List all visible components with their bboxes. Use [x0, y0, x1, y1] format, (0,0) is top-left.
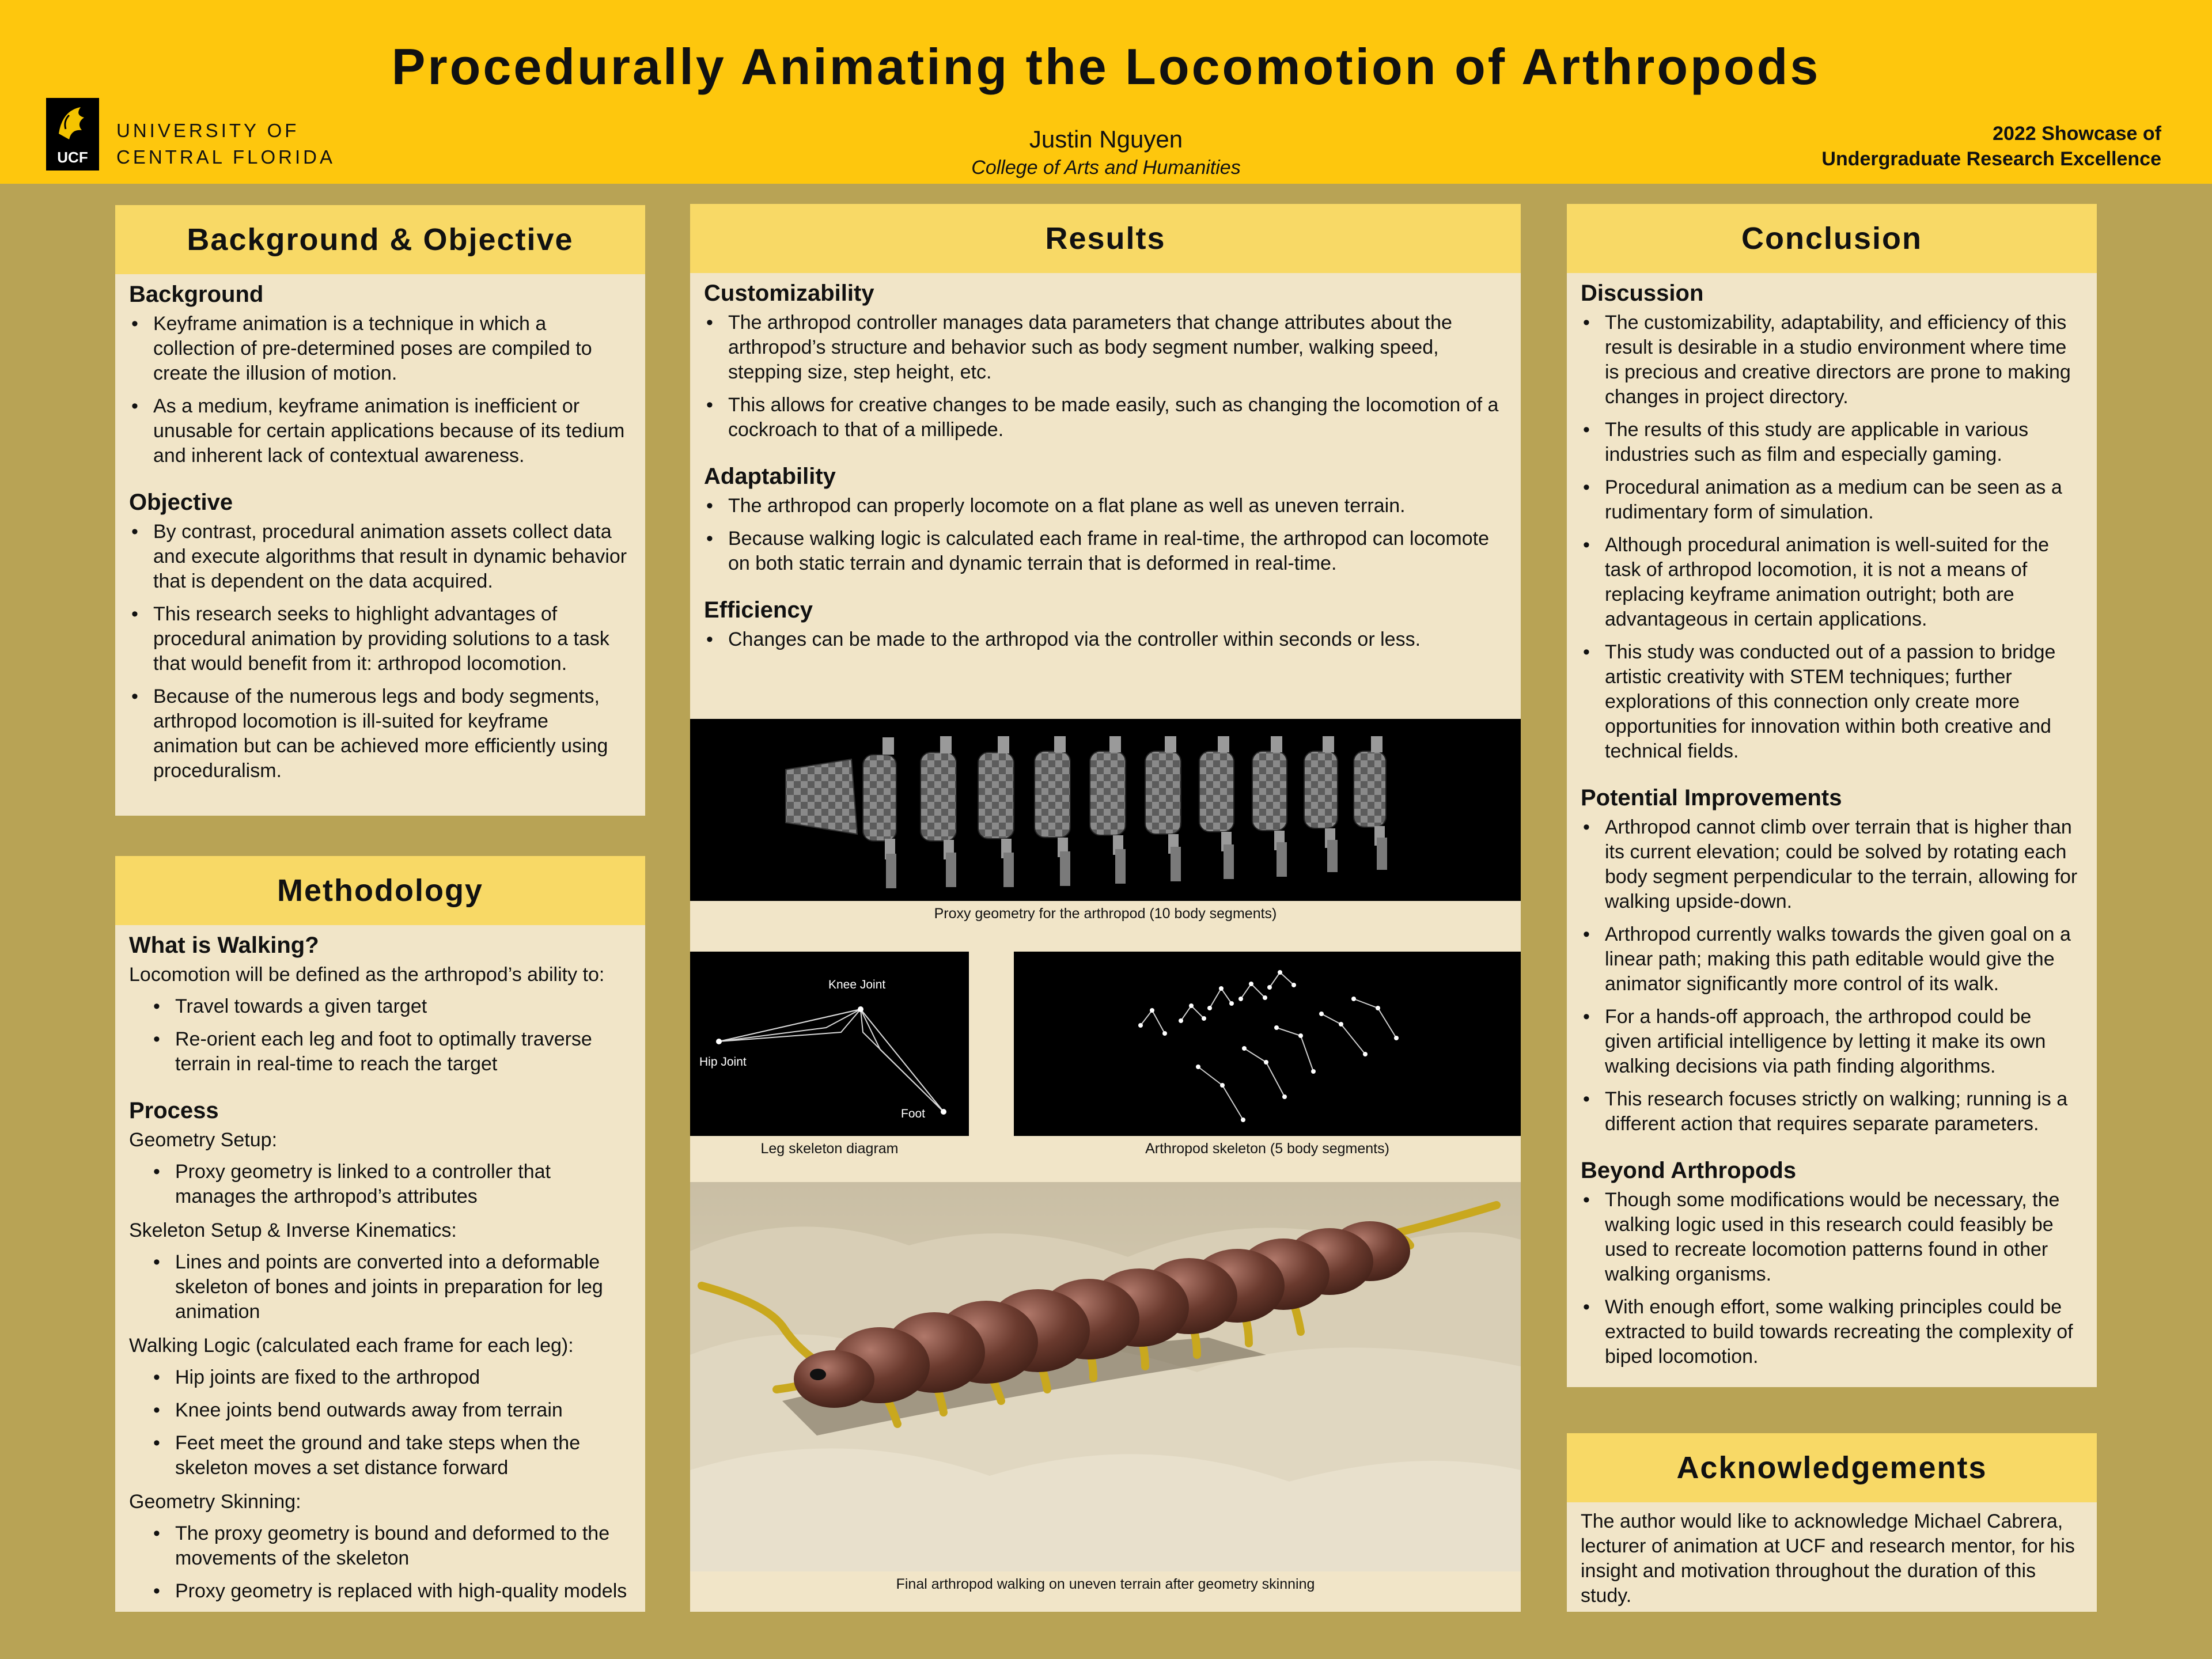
figure-caption: Arthropod skeleton (5 body segments)	[1145, 1141, 1389, 1157]
showcase-line-1: 2022 Showcase of	[1993, 123, 2161, 145]
section-heading: Customizability	[704, 281, 874, 306]
figure-caption: Leg skeleton diagram	[760, 1141, 899, 1157]
author-name: Justin Nguyen	[1029, 126, 1183, 153]
knee-joint-point	[858, 1006, 863, 1012]
list-item: • Though some modifications would be necessary, the walking logic used in this research could feasibly be used to recreate locomotion patterns found in other walking organisms.	[1581, 1188, 2083, 1287]
poster-title: Procedurally Animating the Locomotion of Arthropods	[391, 38, 1821, 95]
list-item: • For a hands-off approach, the arthropod could be given artificial intelligence by letting it make its own walking decisions via path finding algorithms.	[1581, 1005, 2083, 1079]
list-item: • The arthropod can properly locomote on a flat plane as well as uneven terrain.	[704, 494, 1507, 518]
foot-point	[941, 1109, 946, 1115]
list-item: • The results of this study are applicable in various industries such as film and especially gaming.	[1581, 418, 2083, 467]
section-heading: Adaptability	[704, 464, 836, 489]
list-item: • This study was conducted out of a passion to bridge artistic creativity with STEM techniques; further explorations of this connection only create more opportunities for innovation within both creative and technical fields.	[1581, 640, 2083, 764]
list-item: • Proxy geometry is replaced with high-quality models	[129, 1579, 631, 1604]
proxy-head	[786, 759, 857, 834]
list-item: • Re-orient each leg and foot to optimally traverse terrain in real-time to reach the target	[129, 1027, 631, 1077]
hip-joint-label: Hip Joint	[699, 1055, 747, 1069]
paragraph: Locomotion will be defined as the arthropod’s ability to:	[129, 964, 605, 986]
list-item: • As a medium, keyframe animation is inefficient or unusable for certain applications because of its tedium and inherent lack of contextual awareness.	[129, 394, 631, 468]
figure-caption: Proxy geometry for the arthropod (10 body segments)	[934, 906, 1277, 922]
section-heading: What is Walking?	[129, 933, 319, 958]
proxy-geometry-render	[690, 719, 1521, 901]
list-item: • Proxy geometry is linked to a controller that manages the arthropod’s attributes	[129, 1160, 631, 1209]
foot-label: Foot	[901, 1107, 926, 1120]
college-name: College of Arts and Humanities	[971, 157, 1241, 179]
showcase-label	[1821, 121, 2161, 172]
acknowledgements-panel	[1567, 1433, 2097, 1612]
logo-mark-text: UCF	[57, 149, 88, 166]
section-heading: Process	[129, 1098, 219, 1123]
list-item: • With enough effort, some walking principles could be extracted to build towards recreating the complexity of biped locomotion.	[1581, 1295, 2083, 1369]
section-heading: Background	[129, 282, 264, 307]
panel-title: Background & Objective	[115, 205, 645, 274]
final-render-figure	[690, 1182, 1521, 1571]
list-item: • Procedural animation as a medium can be seen as a rudimentary form of simulation.	[1581, 475, 2083, 525]
subheading: Walking Logic (calculated each frame for each leg):	[129, 1335, 574, 1357]
acknowledgement-text: The author would like to acknowledge Michael Cabrera, lecturer of animation at UCF and research mentor, for his insight and motivation throughout the duration of this study.	[1581, 1510, 2075, 1607]
list-item: • Changes can be made to the arthropod via the controller within seconds or less.	[704, 627, 1507, 652]
showcase-line-2: Undergraduate Research Excellence	[1821, 148, 2161, 170]
proxy-segments	[863, 736, 1387, 888]
arthropod-skeleton-diagram	[1014, 952, 1521, 1136]
list-item: • Although procedural animation is well-suited for the task of arthropod locomotion, it is not a means of replacing keyframe animation outright; both are advantageous in certain applications.	[1581, 533, 2083, 632]
university-line-2: CENTRAL FLORIDA	[116, 146, 335, 168]
subheading: Skeleton Setup & Inverse Kinematics:	[129, 1219, 457, 1241]
list-item: • Arthropod currently walks towards the given goal on a linear path; making this path editable would give the animator significantly more control of its walk.	[1581, 922, 2083, 997]
poster-header	[0, 0, 2212, 184]
arthropod-eye	[810, 1369, 826, 1380]
list-item: • This allows for creative changes to be made easily, such as changing the locomotion of a cockroach to that of a millipede.	[704, 393, 1507, 442]
results-panel	[690, 204, 1521, 1612]
list-item: • This research focuses strictly on walking; running is a different action that requires separate parameters.	[1581, 1087, 2083, 1137]
proxy-geometry-figure	[690, 719, 1521, 901]
arthropod-skeleton-figure	[1014, 952, 1521, 1136]
list-item: • Knee joints bend outwards away from terrain	[129, 1398, 631, 1423]
leg-skeleton-figure	[690, 952, 969, 1136]
section-heading: Efficiency	[704, 597, 813, 623]
conclusion-panel	[1567, 204, 2097, 1387]
subheading: Geometry Skinning:	[129, 1491, 301, 1513]
list-item: • This research seeks to highlight advantages of procedural animation by providing solutions to a task that would benefit from it: arthropod locomotion.	[129, 602, 631, 676]
panel-title: Conclusion	[1567, 204, 2097, 273]
list-item: • Feet meet the ground and take steps when the skeleton moves a set distance forward	[129, 1431, 631, 1480]
section-heading: Potential Improvements	[1581, 785, 1842, 810]
list-item: • The customizability, adaptability, and efficiency of this result is desirable in a studio environment where time is precious and creative directors are prone to making changes in project directory.	[1581, 310, 2083, 410]
section-heading: Discussion	[1581, 281, 1704, 306]
final-arthropod-render	[690, 1182, 1521, 1571]
section-heading: Objective	[129, 490, 233, 515]
list-item: • Hip joints are fixed to the arthropod	[129, 1365, 631, 1390]
list-item: • The proxy geometry is bound and deformed to the movements of the skeleton	[129, 1521, 631, 1571]
hip-joint-point	[716, 1039, 722, 1044]
methodology-panel	[115, 856, 645, 1612]
list-item: • Lines and points are converted into a deformable skeleton of bones and joints in preparation for leg animation	[129, 1250, 631, 1324]
panel-title: Acknowledgements	[1567, 1433, 2097, 1502]
university-line-1: UNIVERSITY OF	[116, 120, 300, 141]
panel-title: Methodology	[115, 856, 645, 925]
knee-joint-label: Knee Joint	[828, 978, 886, 991]
list-item: • Because walking logic is calculated each frame in real-time, the arthropod can locomote on both static terrain and dynamic terrain that is deformed in real-time.	[704, 527, 1507, 576]
subheading: Geometry Setup:	[129, 1129, 278, 1151]
list-item: • Keyframe animation is a technique in which a collection of pre-determined poses are compiled to create the illusion of motion.	[129, 312, 631, 386]
figure-caption: Final arthropod walking on uneven terrain after geometry skinning	[896, 1576, 1315, 1592]
list-item: • By contrast, procedural animation assets collect data and execute algorithms that result in dynamic behavior that is dependent on the data acquired.	[129, 520, 631, 594]
list-item: • Travel towards a given target	[129, 994, 631, 1019]
list-item: • Because of the numerous legs and body segments, arthropod locomotion is ill-suited for keyframe animation but can be achieved more efficiently using proceduralism.	[129, 684, 631, 783]
list-item: • The arthropod controller manages data parameters that change attributes about the arthropod’s structure and behavior such as body segment number, walking speed, stepping size, step height, etc.	[704, 310, 1507, 385]
panel-title: Results	[690, 204, 1521, 273]
section-heading: Beyond Arthropods	[1581, 1158, 1797, 1183]
background-objective-panel	[115, 205, 645, 816]
list-item: • Arthropod cannot climb over terrain that is higher than its current elevation; could be solved by rotating each body segment perpendicular to the terrain, allowing for walking upside-down.	[1581, 815, 2083, 914]
